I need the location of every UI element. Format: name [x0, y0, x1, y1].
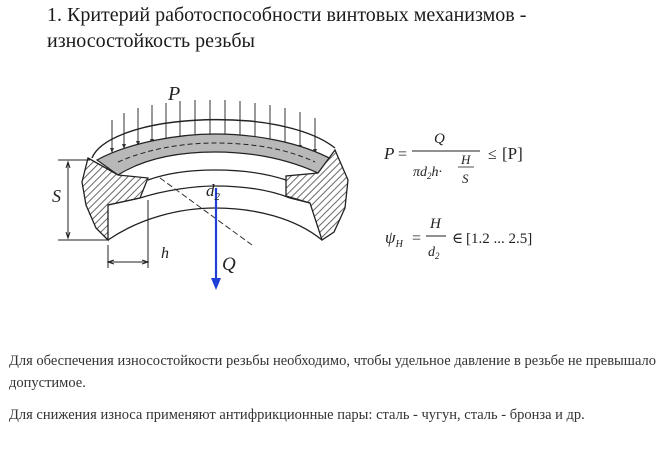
paragraph-antifriction-pairs: Для снижения износа применяют антифрикционные пары: сталь - чугун, сталь - бронза и др.: [9, 407, 585, 423]
label-s: S: [52, 186, 61, 206]
svg-text:≤: ≤: [488, 146, 497, 163]
thread-contact-band: [97, 134, 333, 175]
svg-text:[P]: [P]: [502, 144, 523, 163]
svg-text:d2: $d_2$: [428, 245, 440, 261]
svg-text:=: =: [412, 230, 422, 247]
label-p: P: [168, 83, 181, 105]
paragraph-wear-requirement: Для обеспечения износостойкости резьбы необходимо, чтобы удельное давление в резьбе не превышало допустимое.: [9, 353, 656, 391]
svg-text:P: P: [384, 144, 395, 163]
label-q: Q: [222, 254, 236, 275]
slide-title: 1. Критерий работоспособности винтовых механизмов - износостойкость резьбы: [47, 4, 527, 52]
svg-text:S: S: [462, 171, 469, 186]
svg-text:H: H: [461, 152, 471, 167]
svg-text:H: H: [430, 216, 441, 232]
svg-text:πd2h·: $\pi d_2h\cdot$: [413, 165, 443, 181]
svg-text:∈: ∈: [452, 231, 464, 247]
h-dimension: [108, 200, 148, 268]
svg-text:[1.2 ... 2.5]: [1.2 ... 2.5]: [466, 231, 533, 247]
svg-text:ψH: $\psi_H$: [385, 228, 403, 250]
label-h: h: [161, 245, 169, 262]
label-d2: $d_2$: [206, 181, 220, 203]
thread-wear-figure: [0, 75, 660, 300]
formula-psi: [385, 216, 532, 261]
svg-text:=: =: [398, 146, 408, 163]
screw-outer-arc: [148, 170, 286, 180]
formula-pressure: [383, 131, 523, 186]
svg-text:Q: Q: [434, 131, 445, 147]
